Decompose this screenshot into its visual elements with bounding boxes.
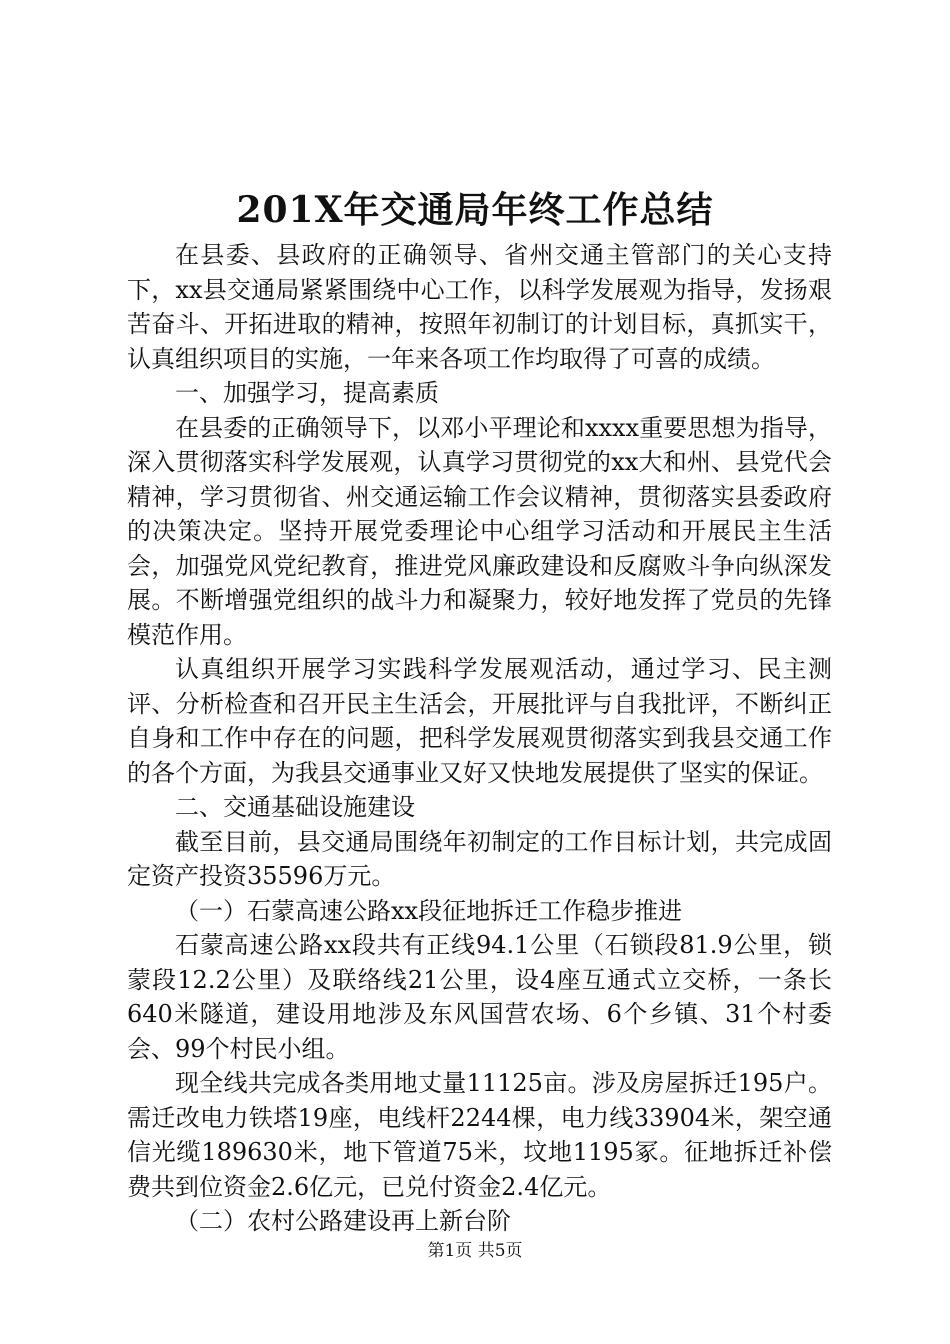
- paragraph-land: 现全线共完成各类用地丈量11125亩。涉及房屋拆迁195户。需迁改电力铁塔19座，电线杆2244棵，电力线33904米，架空通信光缆189630米，地下管道75米，坟地1195冢。征地拆迁补偿费共到位资金2.6亿元，已兑付资金2.4亿元。: [127, 1069, 832, 1201]
- document-body: [127, 238, 832, 1239]
- paragraph-investment: 截至目前，县交通局围绕年初制定的工作目标计划，共完成固定资产投资35596万元。: [127, 827, 832, 890]
- page-number: 第1页 共5页: [427, 1241, 523, 1261]
- paragraph-study-2: 认真组织开展学习实践科学发展观活动，通过学习、民主测评、分析检查和召开民主生活会，开展批评与自我批评，不断纠正自身和工作中存在的问题，把科学发展观贯彻落实到我县交通工作的各个方面，为我县交通事业又好又快地发展提供了坚实的保证。: [127, 655, 832, 787]
- section-heading-2: 二、交通基础设施建设: [175, 793, 415, 821]
- paragraph-intro: 在县委、县政府的正确领导、省州交通主管部门的关心支持下，xx县交通局紧紧围绕中心工作，以科学发展观为指导，发扬艰苦奋斗、开拓进取的精神，按照年初制订的计划目标，真抓实干，认真组织项目的实施，一年来各项工作均取得了可喜的成绩。: [127, 241, 832, 373]
- paragraph-highway: 石蒙高速公路xx段共有正线94.1公里（石锁段81.9公里，锁蒙段12.2公里）及联络线21公里，设4座互通式立交桥，一条长640米隧道，建设用地涉及东风国营农场、6个乡镇、31个村委会、99个村民小组。: [127, 931, 832, 1063]
- section-heading-1: 一、加强学习，提高素质: [175, 379, 439, 407]
- subsection-heading-2: （二）农村公路建设再上新台阶: [175, 1207, 511, 1235]
- subsection-heading-1: （一）石蒙高速公路xx段征地拆迁工作稳步推进: [175, 896, 683, 925]
- document-title: 201X年交通局年终工作总结: [236, 189, 714, 231]
- paragraph-study-1: 在县委的正确领导下，以邓小平理论和xxxx重要思想为指导，深入贯彻落实科学发展观，认真学习贯彻党的xx大和州、县党代会精神，学习贯彻省、州交通运输工作会议精神，贯彻落实县委政府的决策决定。坚持开展党委理论中心组学习活动和开展民主生活会，加强党风党纪教育，推进党风廉政建设和反腐败斗争向纵深发展。不断增强党组织的战斗力和凝聚力，较好地发挥了党员的先锋模范作用。: [127, 413, 832, 649]
